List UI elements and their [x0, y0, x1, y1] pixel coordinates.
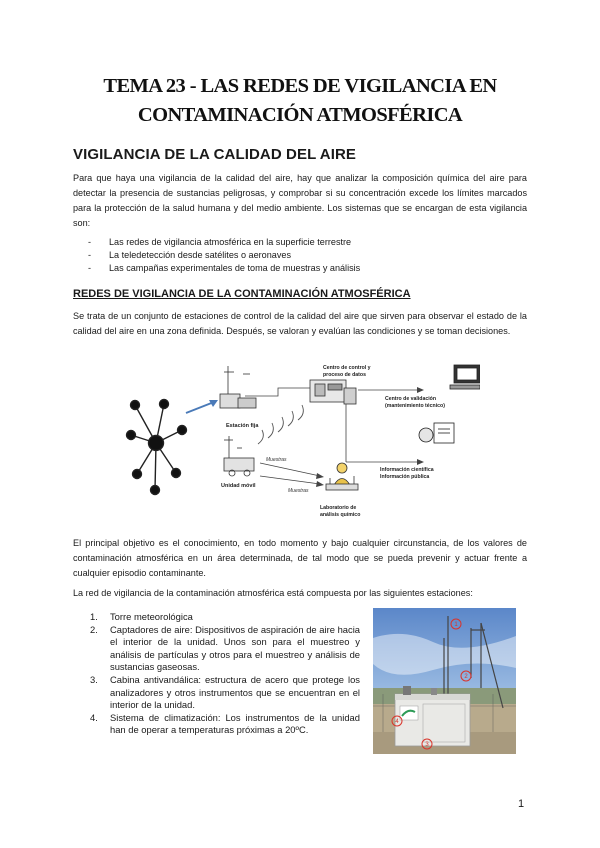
list-number: 3.: [90, 673, 98, 685]
marker-2: 2: [464, 674, 468, 680]
list-item: [90, 674, 360, 712]
paragraph-objetivo: El principal objetivo es el conocimiento, en todo momento y bajo cualquier circunstancia, de los valores de contaminación atmosférica en un área determinada, de tal modo que se pueda prevenir y actuar frente a cualquier episodio contaminante.: [73, 538, 527, 578]
station-photo: [373, 608, 516, 754]
list-number: 1.: [90, 611, 98, 622]
list-number: 2.: [90, 623, 98, 635]
list-text: Sistema de climatización: Los instrumentos de la unidad han de operar a temperaturas próximas a 20ºC.: [110, 711, 360, 736]
paragraph-estaciones: La red de vigilancia de la contaminación atmosférica está compuesta por las siguientes estaciones:: [73, 588, 473, 598]
list-item: [90, 712, 360, 737]
label-validacion-2: (mantenimiento técnico): [385, 403, 445, 409]
list-item: - Las redes de vigilancia atmosférica en la superficie terrestre: [88, 236, 360, 249]
label-centro-1: Centro de control y: [323, 365, 371, 371]
control-center-icon: [310, 380, 356, 404]
computer-icon: [450, 365, 480, 389]
list-item: [90, 624, 360, 674]
marker-1: 1: [454, 622, 458, 628]
arrow-icon: [186, 400, 218, 413]
label-unidad-movil: Unidad móvil: [221, 483, 256, 489]
label-info-1: Información científica: [380, 467, 434, 473]
section-heading-redes: REDES DE VIGILANCIA DE LA CONTAMINACIÓN ATMOSFÉRICA: [73, 288, 411, 300]
mobile-unit-icon: [224, 436, 254, 476]
list-item: [90, 611, 360, 624]
bullet-list: [88, 236, 360, 276]
marker-3: 3: [425, 742, 429, 748]
network-graph: [127, 400, 187, 495]
marker-4: 4: [395, 719, 399, 725]
label-validacion-1: Centro de validación: [385, 396, 437, 402]
label-estacion-fija: Estación fija: [226, 423, 259, 429]
paragraph-redes: Se trata de un conjunto de estaciones de control de la calidad del aire que sirven para observar el estado de la calidad del aire en una zona definida. Después, se valoran y evalúan las condiciones y se toman decisiones.: [73, 311, 527, 336]
list-item: - La teledetección desde satélites o aeronaves: [88, 249, 360, 262]
label-muestras-2: Muestras: [288, 488, 309, 494]
label-lab-2: análisis químico: [320, 512, 361, 518]
label-muestras-1: Muestras: [266, 457, 287, 463]
information-icon: [419, 423, 454, 443]
laboratory-icon: [326, 463, 358, 490]
list-number: 4.: [90, 711, 98, 723]
label-info-2: Información pública: [380, 474, 430, 480]
label-centro-2: proceso de datos: [323, 372, 366, 378]
page-title: [60, 72, 540, 130]
fixed-station-icon: [220, 366, 256, 408]
numbered-list: [90, 611, 360, 737]
list-text: Cabina antivandálica: estructura de acero que protege los analizadores y otros instrumentos que se encuentran en el interior de la unidad.: [110, 673, 360, 711]
list-text: Torre meteorológica: [110, 611, 193, 622]
page-number: 1: [518, 798, 525, 810]
paragraph-intro: Para que haya una vigilancia de la calidad del aire, hay que analizar la composición química del aire para detectar la presencia de sustancias peligrosas, y comprobar si su concentración excede los límites marcados para la protección de la salud humana y del medio ambiente. Los sistemas que se encargan de esta vigilancia son:: [73, 173, 527, 228]
list-item: - Las campañas experimentales de toma de muestras y análisis: [88, 262, 360, 275]
list-text: Captadores de aire: Dispositivos de aspiración de aire hacia el interior de la unidad. Unos son para el muestreo y análisis de partículas y otros para el muestreo y análisis de sustancias gaseosas.: [110, 623, 360, 673]
label-lab-1: Laboratorio de: [320, 505, 357, 511]
section-heading-vigilancia: VIGILANCIA DE LA CALIDAD DEL AIRE: [73, 146, 357, 163]
title-line-1: TEMA 23 - LAS REDES DE VIGILANCIA EN: [103, 75, 497, 97]
title-line-2: CONTAMINACIÓN ATMOSFÉRICA: [137, 104, 463, 126]
wireless-signal-icon: [258, 405, 303, 444]
network-diagram: [120, 360, 480, 528]
